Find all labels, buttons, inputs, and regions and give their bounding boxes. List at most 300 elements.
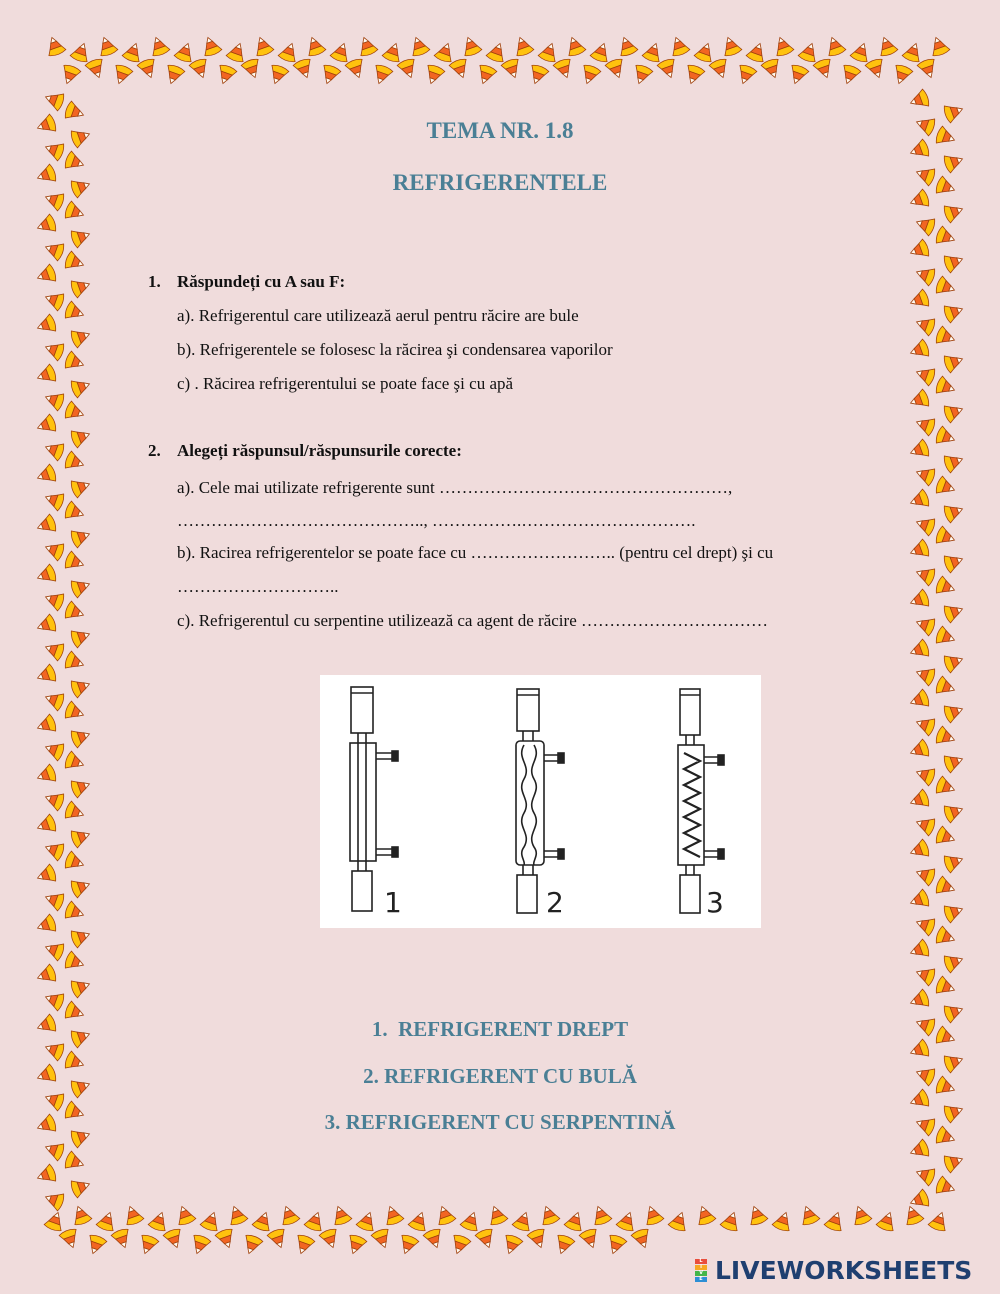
candy-corn-icon — [84, 57, 107, 80]
candy-corn-icon — [318, 1227, 341, 1250]
candy-corn-icon — [934, 525, 957, 548]
candy-corn-icon — [942, 200, 965, 223]
candy-corn-icon — [110, 63, 133, 86]
candy-corn-icon — [63, 450, 86, 473]
candy-corn-icon — [913, 213, 936, 236]
candy-corn-icon — [823, 34, 846, 57]
candy-corn-icon — [63, 600, 86, 623]
candy-corn-icon — [934, 725, 957, 748]
candy-corn-icon — [69, 925, 92, 948]
candy-corn-icon — [147, 1209, 170, 1232]
candy-corn-icon — [69, 725, 92, 748]
candy-corn-icon — [63, 1150, 86, 1173]
question-1-item-c: c) . Răcirea refrigerentului se poate face şi cu apă — [177, 374, 514, 393]
candy-corn-icon — [69, 40, 92, 63]
candy-corn-icon — [693, 1203, 716, 1226]
candy-corn-icon — [942, 900, 965, 923]
candy-corn-icon — [381, 1203, 404, 1226]
candy-corn-icon — [34, 1163, 57, 1186]
candy-corn-icon — [913, 613, 936, 636]
candy-corn-icon — [63, 400, 86, 423]
candy-corn-icon — [42, 888, 65, 911]
candy-corn-icon — [913, 413, 936, 436]
candy-corn-icon — [511, 1209, 534, 1232]
candy-corn-icon — [578, 63, 601, 86]
candy-corn-icon — [907, 488, 930, 511]
candy-corn-icon — [42, 838, 65, 861]
candy-corn-icon — [641, 40, 664, 63]
candy-corn-icon — [708, 57, 731, 80]
candy-corn-icon — [266, 63, 289, 86]
candy-corn-icon — [734, 63, 757, 86]
candy-corn-icon — [42, 1188, 65, 1211]
candy-corn-icon — [656, 57, 679, 80]
question-1-heading — [148, 272, 888, 292]
candy-corn-icon — [34, 213, 57, 236]
candy-corn-icon — [69, 375, 92, 398]
candy-corn-icon — [913, 963, 936, 986]
candy-corn-icon — [381, 40, 404, 63]
condensers-drawing — [320, 675, 761, 928]
candy-corn-icon — [760, 57, 783, 80]
candy-corn-icon — [849, 40, 872, 63]
candy-corn-icon — [63, 300, 86, 323]
legend-item-straight: 1. REFRIGERENT DREPT — [371, 1017, 629, 1041]
candy-corn-icon — [913, 713, 936, 736]
candy-corn-icon — [537, 40, 560, 63]
candy-corn-icon — [812, 57, 835, 80]
candy-corn-icon — [370, 63, 393, 86]
candy-corn-icon — [448, 57, 471, 80]
candy-corn-icon — [604, 57, 627, 80]
candy-corn-icon — [240, 1233, 263, 1256]
candy-corn-icon — [913, 763, 936, 786]
candy-corn-icon — [934, 475, 957, 498]
candy-corn-icon — [422, 1227, 445, 1250]
candy-corn-icon — [459, 34, 482, 57]
candy-corn-icon — [42, 538, 65, 561]
candy-corn-icon — [34, 563, 57, 586]
candy-corn-icon — [225, 40, 248, 63]
candy-corn-icon — [303, 34, 326, 57]
candy-corn-icon — [69, 275, 92, 298]
candy-corn-icon — [771, 1209, 794, 1232]
candy-corn-icon — [199, 1209, 222, 1232]
badge-letter-e: E — [695, 1277, 707, 1282]
candy-corn-icon — [173, 40, 196, 63]
candy-corn-icon — [42, 438, 65, 461]
page-subtitle: REFRIGERENTELE — [392, 170, 608, 195]
candy-corn-icon — [42, 588, 65, 611]
candy-corn-icon — [43, 1209, 66, 1232]
candy-corn-icon — [240, 57, 263, 80]
candy-corn-icon — [251, 34, 274, 57]
candy-corn-icon — [934, 325, 957, 348]
candy-corn-icon — [42, 288, 65, 311]
candy-corn-icon — [69, 475, 92, 498]
candy-corn-icon — [934, 1175, 957, 1198]
candy-corn-icon — [907, 838, 930, 861]
candy-corn-icon — [188, 57, 211, 80]
candy-corn-icon — [448, 1233, 471, 1256]
candy-corn-icon — [95, 1209, 118, 1232]
candy-corn-icon — [942, 350, 965, 373]
candy-corn-icon — [344, 57, 367, 80]
candy-corn-icon — [433, 1203, 456, 1226]
candy-corn-icon — [42, 738, 65, 761]
candy-corn-icon — [630, 63, 653, 86]
candy-corn-icon — [69, 825, 92, 848]
candy-corn-icon — [58, 63, 81, 86]
candy-corn-icon — [907, 1088, 930, 1111]
coil-condenser-icon — [678, 689, 724, 913]
candy-corn-icon — [934, 875, 957, 898]
candy-corn-icon — [69, 225, 92, 248]
candy-corn-icon — [552, 1233, 575, 1256]
candy-corn-icon — [934, 375, 957, 398]
candy-corn-icon — [344, 1233, 367, 1256]
question-1-item-b: b). Refrigerentele se folosesc la răcirea şi condensarea vaporilor — [177, 340, 613, 359]
candy-corn-icon — [121, 40, 144, 63]
candy-corn-icon — [934, 675, 957, 698]
candy-corn-icon — [42, 88, 65, 111]
legend-item-coil: 3. REFRIGERENT CU SERPENTINĂ — [324, 1110, 676, 1134]
candy-corn-icon — [864, 57, 887, 80]
candy-corn-icon — [934, 225, 957, 248]
candy-corn-icon — [69, 1203, 92, 1226]
candy-corn-icon — [934, 925, 957, 948]
candy-corn-icon — [34, 813, 57, 836]
legend-item-bulb: 2. REFRIGERENT CU BULĂ — [363, 1064, 637, 1088]
candy-corn-icon — [34, 613, 57, 636]
figure-label-2: 2 — [546, 886, 564, 919]
candy-corn-icon — [69, 625, 92, 648]
question-2-line-a-cont: …………………………………….., …………….…………………………. — [177, 511, 696, 530]
candy-corn-icon — [214, 1227, 237, 1250]
candy-corn-icon — [34, 463, 57, 486]
question-2-line-b: b). Racirea refrigerentelor se poate face cu …………………….. (pentru cel drept) şi cu — [177, 543, 774, 562]
candy-corn-icon — [63, 550, 86, 573]
question-1-item-a: a). Refrigerentul care utilizează aerul pentru răcire are bule — [177, 306, 579, 325]
candy-corn-icon — [942, 800, 965, 823]
candy-corn-icon — [34, 863, 57, 886]
candy-corn-icon — [927, 1209, 950, 1232]
candy-corn-icon — [69, 975, 92, 998]
candy-corn-icon — [913, 363, 936, 386]
candy-corn-icon — [667, 34, 690, 57]
page-title: TEMA NR. 1.8 — [426, 118, 574, 143]
candy-corn-icon — [913, 813, 936, 836]
candy-corn-icon — [797, 40, 820, 63]
candy-corn-icon — [934, 975, 957, 998]
candy-corn-icon — [34, 763, 57, 786]
candy-corn-icon — [69, 1175, 92, 1198]
candy-corn-icon — [907, 938, 930, 961]
candy-corn-icon — [641, 1203, 664, 1226]
candy-corn-icon — [147, 34, 170, 57]
candy-corn-icon — [907, 1138, 930, 1161]
straight-condenser-icon — [350, 687, 398, 911]
candy-corn-icon — [136, 1233, 159, 1256]
candy-corn-icon — [578, 1227, 601, 1250]
question-2-prompt: Alegeți răspunsul/răspunsurile corecte: — [177, 441, 462, 460]
candy-corn-icon — [188, 1233, 211, 1256]
candy-corn-icon — [42, 688, 65, 711]
candy-corn-icon — [500, 1233, 523, 1256]
candy-corn-icon — [913, 663, 936, 686]
candy-corn-icon — [407, 34, 430, 57]
candy-corn-icon — [485, 1203, 508, 1226]
candy-corn-icon — [485, 40, 508, 63]
candy-corn-icon — [934, 625, 957, 648]
candy-corn-icon — [43, 34, 66, 57]
candy-corn-icon — [459, 1209, 482, 1232]
candy-corn-icon — [34, 913, 57, 936]
candy-corn-icon — [526, 63, 549, 86]
candy-corn-icon — [63, 700, 86, 723]
candy-corn-icon — [63, 800, 86, 823]
candy-corn-icon — [693, 40, 716, 63]
candy-corn-icon — [42, 638, 65, 661]
candy-corn-icon — [173, 1203, 196, 1226]
candy-corn-icon — [615, 1209, 638, 1232]
candy-corn-icon — [474, 1227, 497, 1250]
candy-corn-icon — [907, 88, 930, 111]
candy-corn-icon — [34, 363, 57, 386]
candy-corn-icon — [942, 950, 965, 973]
candy-corn-icon — [69, 525, 92, 548]
candy-corn-icon — [303, 1209, 326, 1232]
candy-corn-icon — [913, 1163, 936, 1186]
candy-corn-icon — [277, 40, 300, 63]
candy-corn-icon — [511, 34, 534, 57]
candy-corn-icon — [34, 513, 57, 536]
candy-corn-icon — [407, 1209, 430, 1232]
candy-corn-icon — [95, 34, 118, 57]
candy-corn-icon — [63, 850, 86, 873]
candy-corn-icon — [913, 513, 936, 536]
candy-corn-icon — [942, 550, 965, 573]
candy-corn-icon — [907, 788, 930, 811]
candy-corn-icon — [907, 738, 930, 761]
brand-name: LIVEWORKSHEETS — [715, 1255, 973, 1285]
candy-corn-icon — [34, 313, 57, 336]
logo-badge-icon — [690, 1257, 712, 1283]
candy-corn-icon — [69, 775, 92, 798]
candy-corn-icon — [913, 563, 936, 586]
candy-corn-icon — [42, 788, 65, 811]
candy-corn-icon — [225, 1203, 248, 1226]
candy-corn-icon — [63, 950, 86, 973]
candy-corn-icon — [69, 575, 92, 598]
candy-corn-icon — [901, 1203, 924, 1226]
candy-corn-icon — [563, 34, 586, 57]
candy-corn-icon — [42, 1088, 65, 1111]
candy-corn-icon — [69, 875, 92, 898]
candy-corn-icon — [42, 1138, 65, 1161]
candy-corn-icon — [266, 1227, 289, 1250]
candy-corn-icon — [630, 1227, 653, 1250]
candy-corn-icon — [934, 825, 957, 848]
candy-corn-icon — [682, 63, 705, 86]
candy-corn-icon — [42, 238, 65, 261]
question-1-number: 1. — [148, 272, 161, 291]
candy-corn-icon — [913, 313, 936, 336]
candy-corn-icon — [907, 388, 930, 411]
figure-label-3: 3 — [706, 886, 724, 919]
candy-corn-icon — [797, 1203, 820, 1226]
candy-corn-icon — [121, 1203, 144, 1226]
candy-corn-icon — [719, 1209, 742, 1232]
candy-corn-icon — [934, 575, 957, 598]
candy-corn-icon — [396, 57, 419, 80]
candy-corn-icon — [907, 338, 930, 361]
candy-corn-icon — [907, 438, 930, 461]
candy-corn-icon — [667, 1209, 690, 1232]
candy-corn-icon — [942, 250, 965, 273]
candy-corn-icon — [745, 40, 768, 63]
candy-corn-icon — [913, 913, 936, 936]
candy-corn-icon — [563, 1209, 586, 1232]
candy-corn-icon — [589, 40, 612, 63]
liveworksheets-logo — [690, 1254, 972, 1286]
condenser-figure — [320, 675, 761, 928]
candy-corn-icon — [370, 1227, 393, 1250]
candy-corn-icon — [63, 200, 86, 223]
candy-corn-icon — [355, 34, 378, 57]
candy-corn-icon — [934, 275, 957, 298]
candy-corn-icon — [537, 1203, 560, 1226]
candy-corn-icon — [292, 1233, 315, 1256]
candy-corn-icon — [318, 63, 341, 86]
candy-corn-icon — [875, 1209, 898, 1232]
candy-corn-icon — [942, 450, 965, 473]
candy-corn-icon — [42, 338, 65, 361]
candy-corn-icon — [34, 963, 57, 986]
candy-corn-icon — [942, 400, 965, 423]
candy-corn-icon — [907, 238, 930, 261]
candy-corn-icon — [838, 63, 861, 86]
candy-corn-icon — [69, 425, 92, 448]
candy-corn-icon — [292, 57, 315, 80]
candy-corn-icon — [110, 1227, 133, 1250]
candy-corn-icon — [136, 57, 159, 80]
candy-corn-icon — [526, 1227, 549, 1250]
candy-corn-icon — [214, 63, 237, 86]
candy-corn-icon — [162, 63, 185, 86]
candy-corn-icon — [63, 350, 86, 373]
candy-corn-icon — [745, 1203, 768, 1226]
candy-corn-icon — [329, 40, 352, 63]
candy-corn-icon — [42, 988, 65, 1011]
candy-corn-icon — [907, 538, 930, 561]
candy-corn-icon — [34, 413, 57, 436]
badge-letter-i: I — [695, 1265, 707, 1270]
candy-corn-icon — [34, 663, 57, 686]
candy-corn-icon — [913, 863, 936, 886]
candy-corn-icon — [942, 500, 965, 523]
bulb-condenser-icon — [516, 689, 564, 913]
candy-corn-icon — [942, 850, 965, 873]
candy-corn-icon — [942, 300, 965, 323]
candy-corn-icon — [771, 34, 794, 57]
candy-corn-icon — [433, 40, 456, 63]
candy-corn-icon — [69, 325, 92, 348]
candy-corn-icon — [84, 1233, 107, 1256]
candy-corn-icon — [34, 713, 57, 736]
candy-corn-icon — [907, 888, 930, 911]
candy-corn-icon — [875, 34, 898, 57]
candy-corn-icon — [849, 1203, 872, 1226]
candy-corn-icon — [589, 1203, 612, 1226]
candy-corn-icon — [500, 57, 523, 80]
candy-corn-icon — [942, 750, 965, 773]
candy-corn-icon — [199, 34, 222, 57]
candy-corn-icon — [615, 34, 638, 57]
candy-corn-icon — [63, 250, 86, 273]
candy-corn-icon — [329, 1203, 352, 1226]
candy-corn-icon — [42, 938, 65, 961]
candy-corn-icon — [251, 1209, 274, 1232]
question-1-prompt: Răspundeți cu A sau F: — [177, 272, 346, 291]
question-2-line-c: c). Refrigerentul cu serpentine utilizează ca agent de răcire …………………………… — [177, 611, 768, 630]
question-2-heading — [148, 441, 888, 461]
question-2-line-b-cont: ……………………….. — [177, 577, 339, 596]
candy-corn-icon — [63, 750, 86, 773]
candy-corn-icon — [162, 1227, 185, 1250]
candy-corn-icon — [913, 463, 936, 486]
candy-corn-icon — [942, 600, 965, 623]
figure-label-1: 1 — [384, 886, 402, 919]
candy-corn-icon — [913, 263, 936, 286]
candy-corn-icon — [934, 425, 957, 448]
question-2-line-a: a). Cele mai utilizate refrigerente sunt ……………………………………………, — [177, 478, 733, 497]
candy-corn-icon — [907, 988, 930, 1011]
candy-corn-icon — [58, 1227, 81, 1250]
candy-corn-icon — [396, 1233, 419, 1256]
candy-corn-icon — [942, 1150, 965, 1173]
candy-corn-icon — [823, 1209, 846, 1232]
candy-corn-icon — [552, 57, 575, 80]
candy-corn-icon — [277, 1203, 300, 1226]
candy-corn-icon — [907, 588, 930, 611]
candy-corn-icon — [890, 63, 913, 86]
candy-corn-icon — [942, 700, 965, 723]
candy-corn-icon — [901, 40, 924, 63]
candy-corn-icon — [63, 900, 86, 923]
candy-corn-icon — [42, 388, 65, 411]
candy-corn-icon — [355, 1209, 378, 1232]
candy-corn-icon — [63, 500, 86, 523]
candy-corn-icon — [604, 1233, 627, 1256]
candy-corn-icon — [34, 263, 57, 286]
candy-corn-icon — [907, 638, 930, 661]
candy-corn-icon — [927, 34, 950, 57]
candy-corn-icon — [69, 675, 92, 698]
candy-corn-icon — [942, 650, 965, 673]
badge-letter-l: L — [695, 1259, 707, 1264]
candy-corn-icon — [474, 63, 497, 86]
candy-corn-icon — [786, 63, 809, 86]
candy-corn-icon — [42, 488, 65, 511]
question-2-number: 2. — [148, 441, 161, 460]
badge-letter-v: V — [695, 1271, 707, 1276]
candy-corn-icon — [719, 34, 742, 57]
candy-corn-icon — [422, 63, 445, 86]
candy-corn-icon — [63, 650, 86, 673]
candy-corn-icon — [907, 688, 930, 711]
candy-corn-icon — [907, 288, 930, 311]
